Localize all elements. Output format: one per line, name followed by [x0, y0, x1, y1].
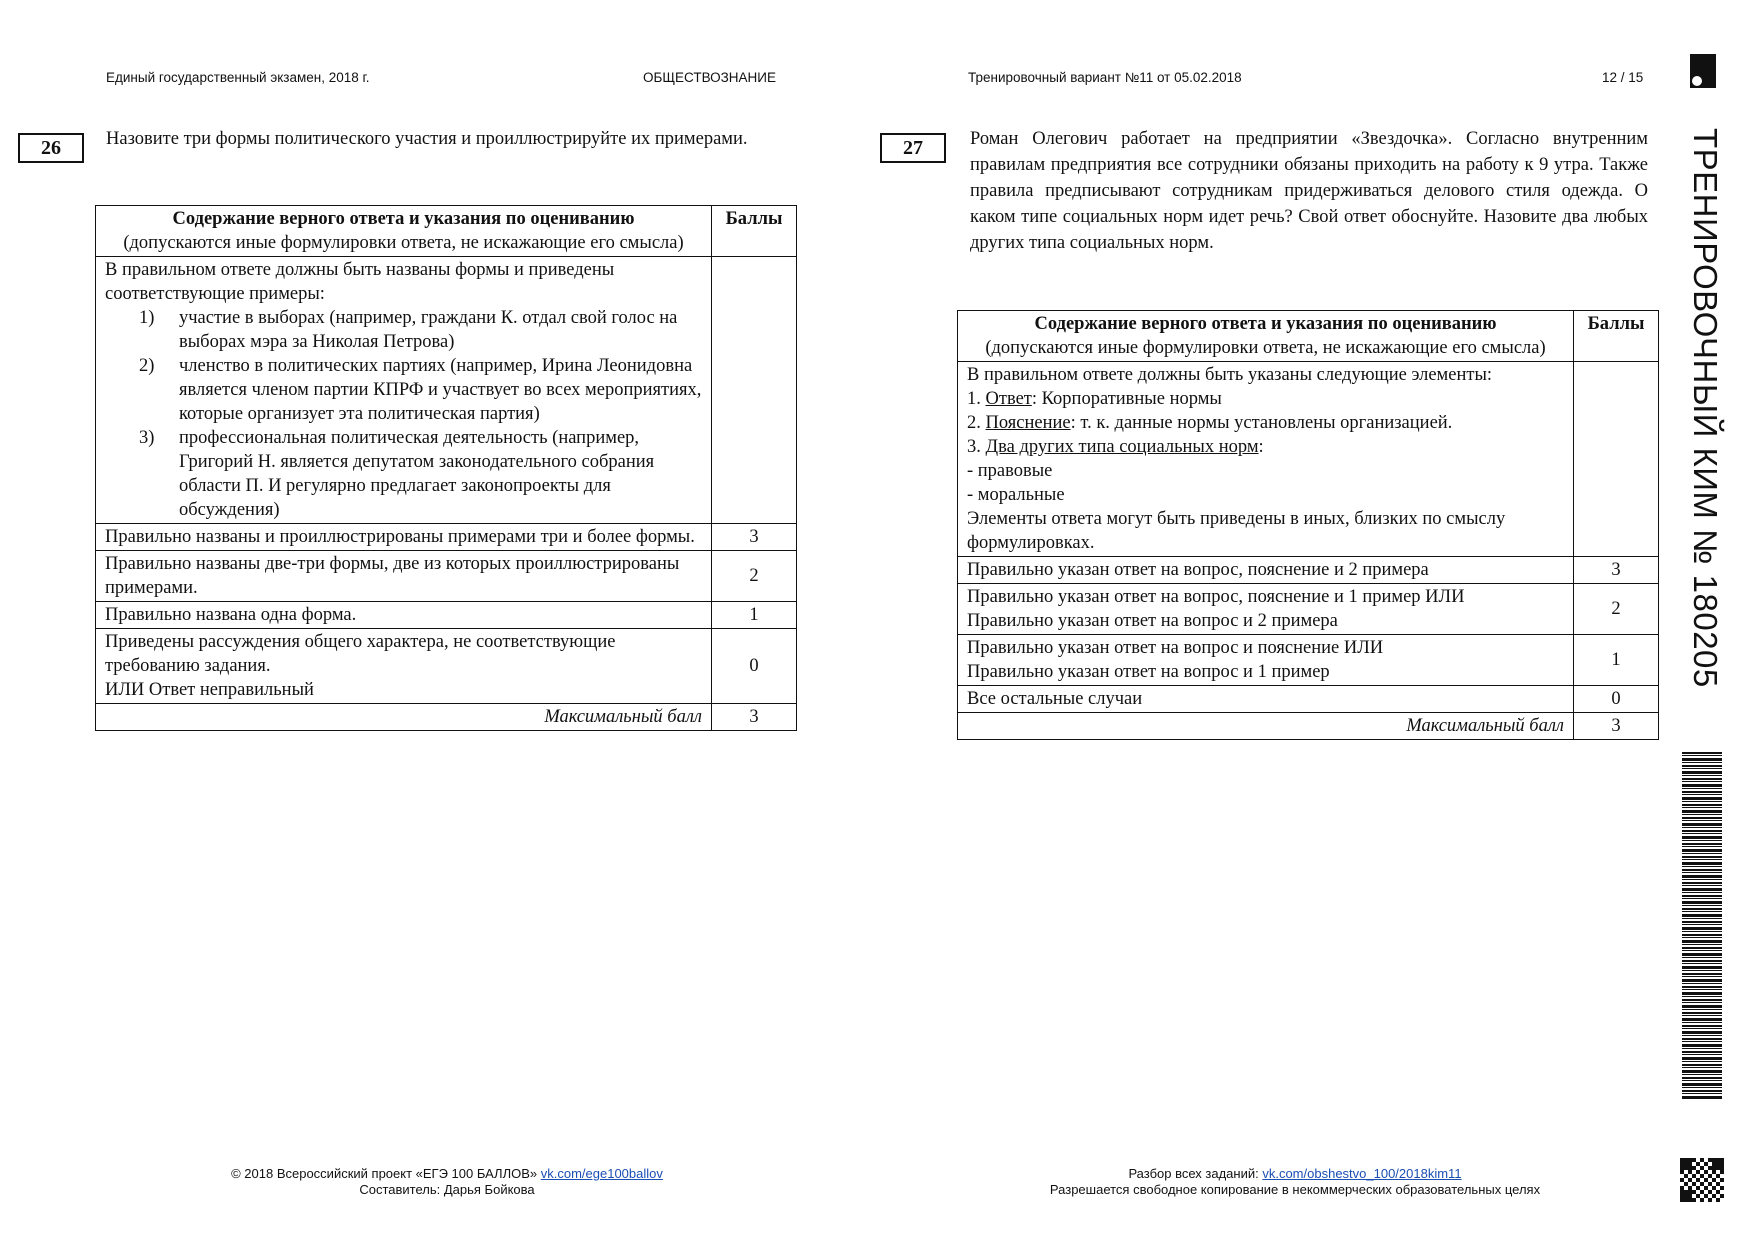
footer-copyright: © 2018 Всероссийский проект «ЕГЭ 100 БАЛЛОВ» vk.com/ege100ballov [231, 1166, 663, 1181]
table-header-points: Баллы [1574, 311, 1659, 362]
table-criteria-row [958, 362, 1659, 557]
exam-logo-icon [1690, 54, 1716, 88]
header-page-number: 12 / 15 [1602, 70, 1644, 85]
table-header-row [96, 206, 797, 257]
table-max-row [96, 704, 797, 731]
table-row [958, 635, 1659, 686]
row-text: Правильно названы и проиллюстрированы примерами три и более формы. [96, 524, 712, 551]
row-text: Правильно указан ответ на вопрос, пояснение и 1 пример ИЛИ Правильно указан ответ на вопрос и 2 примера [958, 584, 1574, 635]
question-27-number: 27 [880, 133, 946, 163]
table-row [96, 629, 797, 704]
row-points: 0 [712, 629, 797, 704]
footer-license: Разрешается свободное копирование в некоммерческих образовательных целях [1049, 1182, 1541, 1197]
criteria-points-cell [1574, 362, 1659, 557]
table-row [96, 524, 797, 551]
footer-analysis: Разбор всех заданий: vk.com/obshestvo_100/2018kim11 [1128, 1166, 1462, 1181]
criteria-cell [958, 362, 1574, 557]
table-header-points: Баллы [712, 206, 797, 257]
header-variant: Тренировочный вариант №11 от 05.02.2018 [968, 70, 1242, 85]
table-header-title: Содержание верного ответа и указания по оцениванию [172, 209, 635, 229]
row-points: 2 [712, 551, 797, 602]
table-header-note: (допускаются иные формулировки ответа, не искажающие его смысла) [123, 233, 684, 253]
table-criteria-row [96, 257, 797, 524]
question-26-number: 26 [18, 133, 84, 163]
row-text: Правильно названы две-три формы, две из которых проиллюстрированы примерами. [96, 551, 712, 602]
table-header-title: Содержание верного ответа и указания по оцениванию [1034, 314, 1497, 334]
criteria-points-cell [712, 257, 797, 524]
criteria-cell [96, 257, 712, 524]
row-text: Правильно названа одна форма. [96, 602, 712, 629]
question-26-text: Назовите три формы политического участия и проиллюстрируйте их примерами. [106, 129, 748, 149]
table-max-row [958, 713, 1659, 740]
table-row [958, 584, 1659, 635]
row-points: 3 [1574, 557, 1659, 584]
table-row [958, 557, 1659, 584]
table-header-content [958, 311, 1574, 362]
footer-author: Составитель: Дарья Бойкова [359, 1182, 535, 1197]
table-header-content [96, 206, 712, 257]
row-text: Правильно указан ответ на вопрос и пояснение ИЛИ Правильно указан ответ на вопрос и 1 пример [958, 635, 1574, 686]
criteria-answer: 1. Ответ: Корпоративные нормы [967, 389, 1222, 409]
list-item: 3) профессиональная политическая деятельность (например, Григорий Н. является депутатом законодательного собрания области П. И регулярно предлагает законопроекты для обсуждения) [139, 428, 655, 520]
table-header-row [958, 311, 1659, 362]
row-points: 1 [1574, 635, 1659, 686]
footer-left [200, 1166, 694, 1198]
criteria-intro: В правильном ответе должны быть названы формы и приведены соответствующие примеры: [105, 260, 615, 304]
row-points: 3 [712, 524, 797, 551]
table-row [96, 602, 797, 629]
row-text: Все остальные случаи [958, 686, 1574, 713]
barcode-icon [1682, 752, 1722, 1100]
table-header-note: (допускаются иные формулировки ответа, не искажающие его смысла) [985, 338, 1546, 358]
criteria-explanation: 2. Пояснение: т. к. данные нормы установлены организацией. [967, 413, 1453, 433]
list-item: - правовые [967, 461, 1053, 481]
max-score-value: 3 [1574, 713, 1659, 740]
table-row [958, 686, 1659, 713]
header-exam: Единый государственный экзамен, 2018 г. [106, 70, 370, 85]
header-subject: ОБЩЕСТВОЗНАНИЕ [643, 70, 776, 85]
question-27-text: Роман Олегович работает на предприятии «Звездочка». Согласно внутренним правилам предприятия все сотрудники обязаны приходить на работу к 9 утра. Также правила предписывают сотрудникам придерживаться делового стиля одежда. О каком типе социальных норм идет речь? Свой ответ обоснуйте. Назовите два любых других типа социальных норм. [970, 129, 1648, 253]
max-score-label: Максимальный балл [958, 713, 1574, 740]
row-points: 1 [712, 602, 797, 629]
max-score-label: Максимальный балл [96, 704, 712, 731]
criteria-other-types: 3. Два других типа социальных норм: [967, 437, 1264, 457]
footer-right-link[interactable]: vk.com/obshestvo_100/2018kim11 [1262, 1166, 1462, 1181]
row-text: Правильно указан ответ на вопрос, пояснение и 2 примера [958, 557, 1574, 584]
side-title: ТРЕНИРОВОЧНЫЙ КИМ № 180205 [1687, 128, 1724, 688]
footer-right [1000, 1166, 1590, 1198]
table-row [96, 551, 797, 602]
max-score-value: 3 [712, 704, 797, 731]
question-27-answer-table [957, 310, 1659, 740]
list-item: 2) членство в политических партиях (например, Ирина Леонидовна является членом партии КПРФ и участвует во всех мероприятиях, которые организует эта политическая партия) [139, 356, 702, 424]
row-points: 0 [1574, 686, 1659, 713]
criteria-list [105, 306, 702, 522]
list-item: 1) участие в выборах (например, граждани К. отдал свой голос на выборах мэра за Николая Петрова) [139, 308, 678, 352]
criteria-intro: В правильном ответе должны быть указаны следующие элементы: [967, 365, 1493, 385]
footer-left-link[interactable]: vk.com/ege100ballov [540, 1166, 663, 1181]
row-points: 2 [1574, 584, 1659, 635]
list-item: - моральные [967, 485, 1065, 505]
row-text: Приведены рассуждения общего характера, не соответствующие требованию задания. ИЛИ Ответ неправильный [96, 629, 712, 704]
qr-code-icon [1680, 1158, 1724, 1202]
question-26-answer-table [95, 205, 797, 731]
criteria-outro: Элементы ответа могут быть приведены в иных, близких по смыслу формулировках. [967, 509, 1506, 553]
